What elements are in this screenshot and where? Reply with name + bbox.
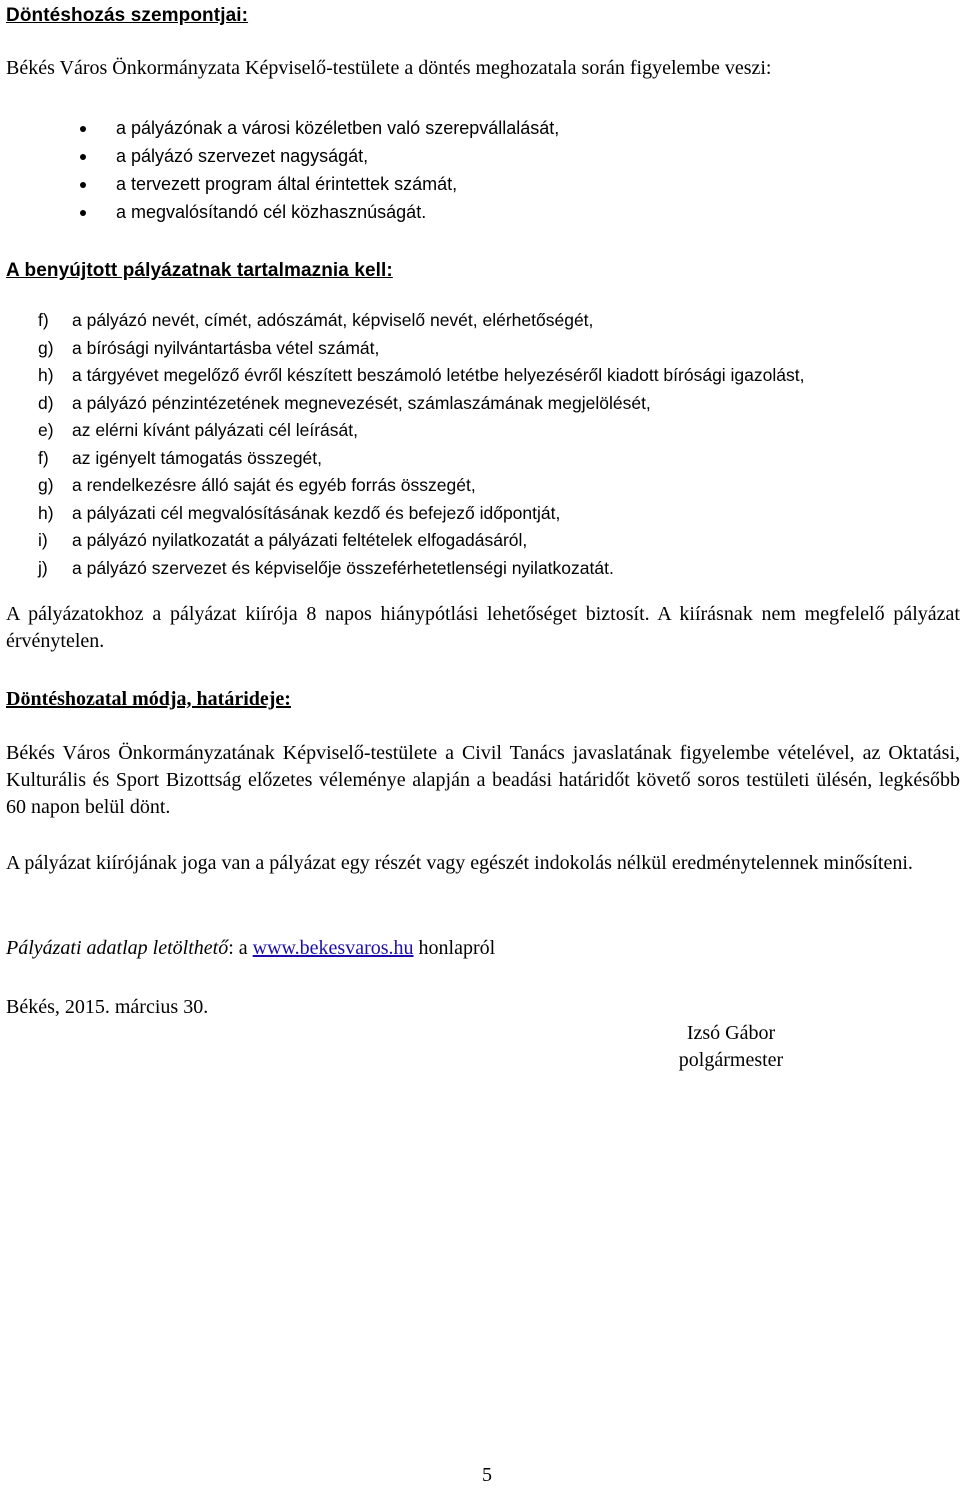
website-link[interactable]: www.bekesvaros.hu (252, 937, 414, 959)
rejection-right-paragraph: A pályázat kiírójának joga van a pályázat egy részét vagy egészét indokolás nélkül eredménytelennek minősíteni. (6, 852, 913, 874)
signer-title: polgármester (678, 1049, 784, 1071)
list-item: a pályázónak a városi közéletben való szerepvállalását, (6, 114, 559, 142)
list-item (6, 307, 804, 335)
list-item (6, 445, 804, 473)
decision-criteria-intro: Békés Város Önkormányzata Képviselő-testülete a döntés meghozatala során figyelembe veszi: (6, 57, 772, 79)
deficiency-note: A pályázatokhoz a pályázat kiírója 8 napos hiánypótlási lehetőséget biztosít. A kiírásnak nem megfelelő pályázat érvénytelen. (6, 603, 960, 652)
signer-name: Izsó Gábor (686, 1022, 776, 1044)
list-item (6, 390, 804, 418)
item-letter: i) (38, 530, 48, 550)
download-label: Pályázati adatlap letölthető (6, 937, 229, 959)
item-letter: j) (38, 557, 48, 578)
required-contents-list (6, 307, 804, 582)
decision-method-paragraph: Békés Város Önkormányzatának Képviselő-testülete a Civil Tanács javaslatának figyelembe vételével, az Oktatási, Kulturális és Sport Bizottság előzetes véleménye alapján a beadási határidőt követő soros testületi ülésén, legkésőbb 60 napon belül dönt. (6, 742, 960, 818)
item-text: a pályázó szervezet és képviselője összeférhetetlenségi nyilatkozatát. (72, 557, 614, 578)
list-item (6, 417, 804, 445)
place-and-date: Békés, 2015. március 30. (6, 996, 209, 1018)
item-text: a pályázati cél megvalósításának kezdő és befejező időpontját, (72, 502, 561, 523)
item-letter: g) (38, 337, 54, 358)
list-item: a megvalósítandó cél közhasznúságát. (6, 198, 559, 226)
list-item (6, 500, 804, 528)
item-letter: h) (38, 502, 54, 523)
page-number: 5 (482, 1464, 492, 1486)
bullet-icon (80, 126, 86, 132)
item-text: a pályázó pénzintézetének megnevezését, számlaszámának megjelölését, (72, 392, 651, 413)
item-text: a pályázó nyilatkozatát a pályázati feltételek elfogadásáról, (72, 530, 528, 550)
item-letter: f) (38, 310, 49, 330)
bullet-icon (80, 154, 86, 160)
item-letter: h) (38, 365, 54, 385)
list-item (6, 362, 804, 390)
item-letter: f) (38, 447, 49, 468)
decision-method-heading: Döntéshozatal módja, határideje: (6, 688, 291, 710)
bullet-icon (80, 210, 86, 216)
criteria-bullet-list (6, 114, 559, 226)
list-item (6, 527, 804, 555)
list-item (6, 335, 804, 363)
item-text: a rendelkezésre álló saját és egyéb forrás összegét, (72, 475, 476, 495)
bullet-icon (80, 182, 86, 188)
signature-block (666, 1020, 796, 1074)
item-text: az elérni kívánt pályázati cél leírását, (72, 420, 358, 440)
list-item: a pályázó szervezet nagyságát, (6, 142, 559, 170)
list-item (6, 555, 804, 583)
item-text: az igényelt támogatás összegét, (72, 447, 323, 468)
list-item: a tervezett program által érintettek számát, (6, 170, 559, 198)
item-letter: e) (38, 420, 54, 440)
required-contents-heading: A benyújtott pályázatnak tartalmaznia kell: (6, 260, 393, 281)
item-text: a pályázó nevét, címét, adószámát, képviselő nevét, elérhetőségét, (72, 310, 594, 330)
list-item (6, 472, 804, 500)
item-text: a bírósági nyilvántartásba vétel számát, (72, 337, 380, 358)
download-line: Pályázati adatlap letölthető: a www.bekesvaros.hu honlapról (6, 937, 496, 959)
item-letter: d) (38, 392, 54, 413)
item-letter: g) (38, 475, 54, 495)
decision-criteria-heading: Döntéshozás szempontjai: (6, 5, 249, 26)
item-text: a tárgyévet megelőző évről készített beszámoló letétbe helyezéséről kiadott bírósági igazolást, (72, 365, 805, 385)
